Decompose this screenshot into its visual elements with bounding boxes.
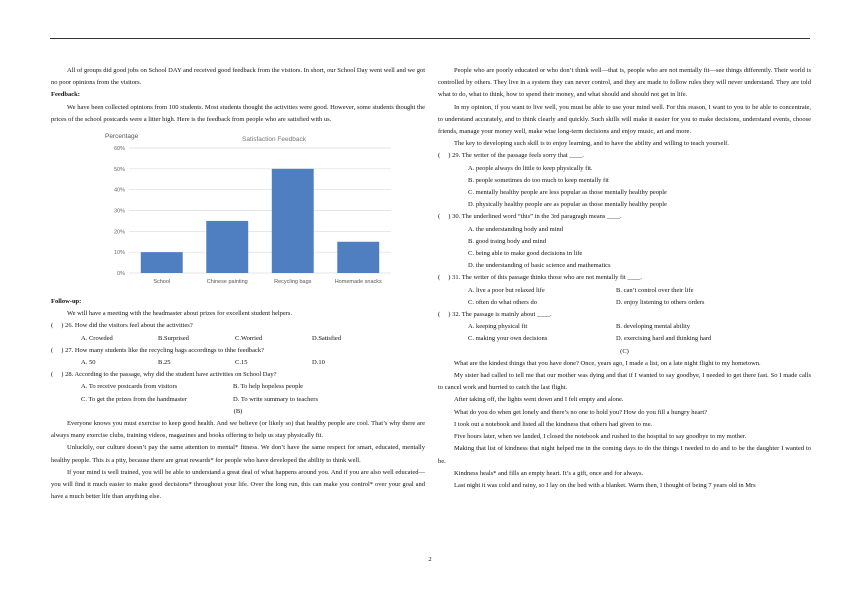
chart-bar: [272, 169, 314, 273]
chart-bar: [206, 221, 248, 273]
q27-option-d: D.10: [312, 359, 325, 367]
q26-option-c: C.Worried: [235, 334, 263, 342]
intro-paragraph: All of groups did good jobs on School DAY and received good feedback from the visitors. In short, our School Day went well and we got no poor opinions from the visitors.: [51, 67, 425, 87]
chart-xtick-label: Chinese painting: [206, 279, 248, 286]
header-rule: [50, 38, 810, 39]
q28-option-d: D. To write summary to teachers: [233, 395, 318, 403]
q32-option-a: A. keeping physical fit: [468, 323, 528, 331]
chart-ytick-label: 40%: [113, 187, 125, 194]
passage-c-paragraph-8: Kindness heals* and fills an empty heart. It’s a gift, once and for always.: [454, 469, 644, 477]
section-b-label: (B): [233, 407, 243, 415]
q31-option-c: C. often do what others do: [468, 298, 537, 306]
passage-c-paragraph-5: I took out a notebook and listed all the kindness that others had given to me.: [454, 420, 653, 428]
passage-c-paragraph-7: Making that list of kindness that night helped me in the coming days to do the things I needed to do and to be the daughter I wanted to be.: [438, 445, 811, 465]
q32-options-row1: [438, 321, 811, 333]
q29-option-b: B. people sometimes do too much to keep mentally fit: [468, 176, 609, 184]
question-30: ( ) 30. The underlined word “this” in the 3rd paragragh means ____.: [438, 213, 622, 221]
feedback-paragraph: We have been collected opinions from 100 students. Most students thought the activities were good. However, some students thought the prices of the school postcards were a litter high. Here is the feedback from people who are satisfied with us.: [51, 103, 425, 123]
chart-ytick-label: 10%: [113, 250, 125, 257]
passage-b-paragraph-5: In my opinion, if you want to live well, you must be able to use your mind well. For this reason, I want to you to be able to concentrate, to understand accurately, and to think clearly and quickly. Such skills will make it easier for you to make decisions, understand events, choose friends, manage your money well, make wise long-term decisions and enjoy music, art and more.: [438, 103, 811, 136]
passage-c-paragraph-2: My sister had called to tell me that our mother was dying and that if I wanted to say goodbye, I needed to get there fast. So I made calls to cancel work and hurried to catch the last flight.: [438, 372, 811, 392]
question-32: ( ) 32. The passage is mainly about ____.: [438, 311, 552, 319]
passage-c-paragraph-9: Last night it was cold and rainy, so I lay on the bed with a blanket. Warm then, I thought of being 7 years old in Mrs: [454, 481, 756, 489]
q32-options-row2: [438, 333, 811, 345]
q29-option-a: A. people always do little to keep physically fit.: [468, 164, 593, 172]
chart-bars: [141, 169, 382, 285]
passage-b-paragraph-1: Everyone knows you must exercise to keep good health. And we believe (or likely so) that healthy people are cool. That’s why there are always many exercise clubs, training videos, magazines and books offering to help us stay physically fit.: [51, 420, 425, 440]
q31-options-row2: [438, 297, 811, 309]
passage-b-paragraph-6: The key to developing such skill is to enjoy learning, and to have the ability and willing to teach yourself.: [454, 140, 729, 148]
q29-option-d: D. physically healthy people are as popular as those mentally healthy people: [468, 201, 667, 209]
q27-option-b: B.25: [158, 359, 171, 367]
passage-c-paragraph-3: After taking off, the lights went down and I felt empty and alone.: [454, 396, 624, 404]
q28-option-a: A. To receive postcards from visitors: [81, 383, 178, 391]
q27-options: [51, 357, 425, 369]
q31-option-a: A. live a poor but relaxed life: [468, 286, 545, 294]
q32-option-b: B. developing mental ability: [616, 323, 691, 331]
chart-xtick-label: Homemade snacks: [334, 279, 382, 286]
question-27: ( ) 27. How many students like the recycling bags accordings to thhe feedback?: [51, 346, 264, 354]
q30-option-c: C. being able to make good decisions in life: [468, 250, 583, 258]
q28-option-c: C. To get the prizes from the handmaster: [81, 395, 187, 403]
q26-option-b: B.Surprised: [158, 334, 189, 342]
page-number: 2: [428, 556, 432, 563]
passage-c-paragraph-1: What are the kindest things that you have done? Once, years ago, I made a list, on a late night flight to my hometown.: [454, 359, 761, 367]
passage-c-paragraph-4: What do you do when get lonely and there’s no one to hold you? How do you fill a hungry heart?: [454, 408, 708, 416]
chart-ytick-label: 50%: [113, 166, 125, 173]
question-26: ( ) 26. How did the visitors feel about the activities?: [51, 322, 193, 330]
q28-option-b: B. To help hopeless people: [233, 383, 304, 391]
q32-option-c: C. making your own decisions: [468, 335, 548, 343]
chart-bar: [337, 242, 379, 273]
passage-b-paragraph-2: Unluckily, our culture doesn’t pay the same attention to mental* fitness. We don’t have the same respect for smart, educated, mentally healthy people. This is a pity, because there are great rewards* for people who have developed the ability to think well.: [51, 444, 425, 464]
chart-svg: [99, 128, 399, 296]
chart-bar: [141, 252, 183, 273]
q32-option-d: D. exercising hard and thinking hard: [616, 335, 712, 343]
feedback-heading: Feedback:: [51, 91, 80, 99]
q28-options-row2: [51, 394, 425, 406]
q31-option-b: B. can’t control over their life: [616, 286, 694, 294]
q26-option-d: D.Satisfied: [312, 334, 342, 342]
passage-b-paragraph-3: If your mind is well trained, you will be able to understand a great deal of what happens around you. And if you are also well educated—you will find it much easier to make good decisions* throughout your life. Over the long run, this can make you control* over your goal and have a much better life than anything else.: [51, 468, 425, 501]
question-28: ( ) 28. According to the passage, why did the student have activities on School Day?: [51, 371, 277, 379]
q27-option-c: C.15: [235, 359, 248, 367]
satisfaction-chart: [51, 128, 425, 296]
section-c-label: (C): [620, 347, 629, 355]
q31-options-row1: [438, 285, 811, 297]
chart-ytick-label: 30%: [113, 208, 125, 215]
chart-ylabel: Percentage: [105, 133, 139, 141]
question-29: ( ) 29. The writer of the passage feels sorry that ____.: [438, 152, 584, 160]
q30-option-d: D. the understanding of basic science and mathematics: [468, 262, 611, 270]
right-column: [438, 65, 811, 492]
chart-ytick-label: 60%: [113, 146, 125, 153]
chart-xtick-label: School: [153, 279, 171, 286]
chart-ytick-label: 0%: [117, 271, 125, 278]
chart-ytick-label: 20%: [113, 229, 125, 236]
chart-title: Satisfaction Feedback: [242, 136, 306, 144]
q28-options-row1: [51, 381, 425, 393]
chart-xtick-label: Recycling bags: [274, 279, 312, 286]
q30-option-a: A. the understanding body and mind: [468, 225, 563, 233]
question-31: ( ) 31. The writer of this passage thinks those who are not mentally fit ____.: [438, 274, 643, 282]
q29-option-c: C. mentally healthy people are less popular as those mentally healthy people: [468, 189, 667, 197]
q26-options: [51, 333, 425, 345]
q30-option-b: B. good traing body and mind: [468, 237, 546, 245]
followup-heading: Follow-up:: [51, 298, 82, 306]
q31-option-d: D. enjoy listening to others orders: [616, 298, 705, 306]
q26-option-a: A. Crowded: [81, 334, 113, 342]
followup-paragraph: We will have a meeting with the headmaster about prizes for excellent student helpers.: [67, 310, 293, 318]
q27-option-a: A. 50: [81, 359, 96, 367]
passage-c-paragraph-6: Five hours later, when we landed, I closed the notebook and rushed to the hospital to say goodbye to my mother.: [454, 433, 747, 441]
left-column: [51, 65, 425, 503]
passage-b-paragraph-4: People who are poorly educated or who don’t think well—that is, people who are not mentally fit—see things differently. Their world is controlled by others. They live in a system they can never control, and they are made to follow rules they will never understand. They are told what to do, what to think, how to spend their money, and what should and should not get in life.: [438, 67, 811, 99]
